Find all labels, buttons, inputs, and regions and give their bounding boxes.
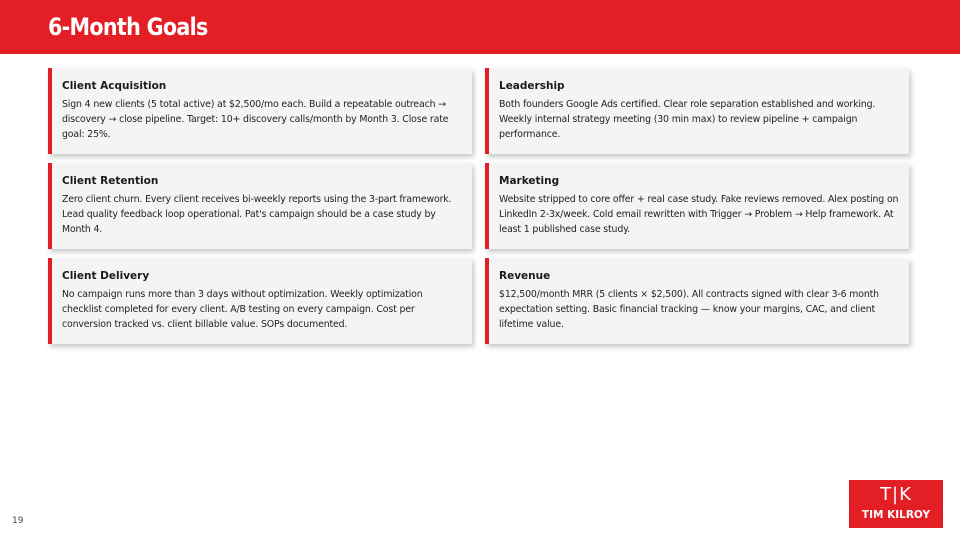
card-body: No campaign runs more than 3 days without optimization. Weekly optimization checklist completed for every client. A/B testing on every campaign. Cost per conversion tracked vs. client billable value. SOPs documented.: [62, 289, 423, 331]
tim-kilroy-logo: [849, 480, 943, 528]
goal-card-client-acquisition: [48, 68, 472, 154]
logo-wordmark: TIM KILROY: [861, 509, 931, 521]
card-title: Leadership: [499, 80, 565, 92]
card-title: Client Retention: [62, 175, 159, 187]
title-bar: [0, 0, 960, 54]
card-body: Zero client churn. Every client receives bi-weekly reports using the 3-part framework. Lead quality feedback loop operational. Pat's campaign should be a case study by Month 4.: [62, 194, 452, 236]
page-number: 19: [12, 516, 24, 526]
goal-card-client-delivery: [48, 258, 472, 344]
card-title: Marketing: [499, 175, 560, 187]
card-title: Client Acquisition: [62, 80, 167, 92]
card-body: Both founders Google Ads certified. Clear role separation established and working. Weekly internal strategy meeting (30 min max) to review pipeline + campaign performance.: [499, 99, 876, 141]
card-body: Sign 4 new clients (5 total active) at $2,500/mo each. Build a repeatable outreach → discovery → close pipeline. Target: 10+ discovery calls/month by Month 3. Close rate goal: 25%.: [62, 99, 449, 141]
card-title: Client Delivery: [62, 270, 150, 282]
goal-card-client-retention: [48, 163, 472, 249]
card-body: $12,500/month MRR (5 clients × $2,500). All contracts signed with clear 3-6 month expectation setting. Basic financial tracking — know your margins, CAC, and client lifetime value.: [499, 289, 879, 331]
slide-title: 6-Month Goals: [48, 13, 208, 41]
card-title: Revenue: [499, 270, 551, 282]
logo-monogram: T|K: [880, 484, 912, 505]
card-body: Website stripped to core offer + real case study. Fake reviews removed. Alex posting on LinkedIn 2-3x/week. Cold email rewritten with Trigger → Problem → Help framework. At least 1 published case study.: [499, 194, 899, 236]
goal-card-marketing: [485, 163, 909, 249]
goal-card-revenue: [485, 258, 909, 344]
goal-card-leadership: [485, 68, 909, 154]
